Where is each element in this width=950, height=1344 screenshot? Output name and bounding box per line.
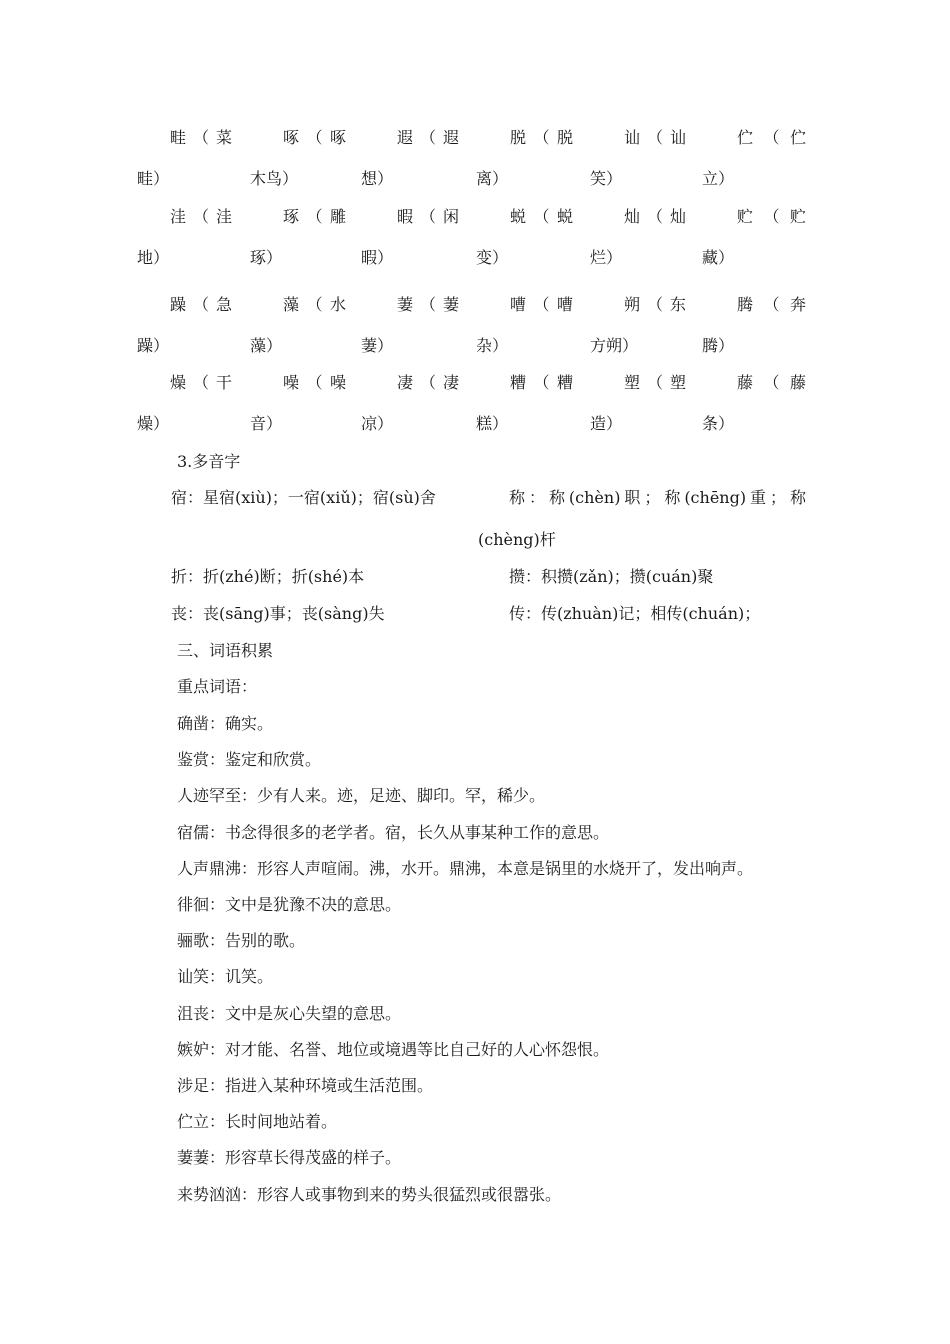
polyphone-heading: 3.多音字 xyxy=(177,452,241,471)
char-cell-line1: 啄（啄 xyxy=(283,128,346,147)
polyphone-cheng-line1: 称：称(chèn)职；称(chēng)重；称 xyxy=(509,488,806,507)
polyphone-zan: 攒：积攒(zǎn)；攒(cuán)聚 xyxy=(509,567,714,586)
vocab-entry: 人声鼎沸：形容人声喧闹。沸，水开。鼎沸，本意是锅里的水烧开了，发出响声。 xyxy=(177,859,754,878)
char-cell-line1: 躁（急 xyxy=(170,295,232,314)
char-cell-line2: 凉） xyxy=(361,414,394,433)
char-cell-line1: 琢（雕 xyxy=(283,207,346,226)
vocab-entry: 骊歌：告别的歌。 xyxy=(177,931,306,950)
char-cell-line1: 嘈（嘈 xyxy=(510,295,573,314)
vocab-entry: 讪笑：讥笑。 xyxy=(177,967,274,986)
char-cell-line1: 灿（灿 xyxy=(624,207,686,226)
char-cell-line1: 凄（凄 xyxy=(397,373,459,392)
polyphone-zhuan: 传：传(zhuàn)记；相传(chuán)； xyxy=(509,604,761,623)
char-cell-line1: 遐（遐 xyxy=(397,128,459,147)
vocab-entry: 确凿：确实。 xyxy=(177,714,274,733)
char-cell-line2: 条） xyxy=(702,414,735,433)
char-cell-line2: 烂） xyxy=(590,248,623,267)
vocab-entry: 嫉妒：对才能、名誉、地位或境遇等比自己好的人心怀怨恨。 xyxy=(177,1040,610,1059)
vocab-entry: 来势汹汹：形容人或事物到来的势头很猛烈或很嚣张。 xyxy=(177,1185,562,1204)
char-cell-line2: 造） xyxy=(590,414,623,433)
char-cell-line1: 脱（脱 xyxy=(510,128,573,147)
char-cell-line1: 贮（贮 xyxy=(737,207,806,226)
char-cell-line1: 噪（噪 xyxy=(283,373,346,392)
char-cell-line2: 畦） xyxy=(137,169,170,188)
vocab-heading: 三、词语积累 xyxy=(177,641,274,660)
char-cell-line2: 藻） xyxy=(250,336,283,355)
char-cell-line2: 地） xyxy=(137,248,170,267)
char-cell-line2: 燥） xyxy=(137,414,170,433)
char-cell-line2: 腾） xyxy=(702,336,735,355)
vocab-entry: 萋萋：形容草长得茂盛的样子。 xyxy=(177,1148,402,1167)
vocab-entry: 沮丧：文中是灰心失望的意思。 xyxy=(177,1004,402,1023)
char-cell-line2: 音） xyxy=(250,414,283,433)
char-cell-line2: 方朔） xyxy=(590,336,639,355)
polyphone-su: 宿：星宿(xiù)；一宿(xiǔ)；宿(sù)舍 xyxy=(171,488,436,507)
char-cell-line1: 塑（塑 xyxy=(624,373,686,392)
char-cell-line1: 伫（伫 xyxy=(737,128,806,147)
char-cell-line2: 变） xyxy=(476,248,509,267)
vocab-entry: 鉴赏：鉴定和欣赏。 xyxy=(177,750,322,769)
char-cell-line2: 萋） xyxy=(361,336,394,355)
char-cell-line1: 萋（萋 xyxy=(397,295,459,314)
char-cell-line2: 琢） xyxy=(250,248,283,267)
vocab-entry: 宿儒：书念得很多的老学者。宿，长久从事某种工作的意思。 xyxy=(177,823,610,842)
char-cell-line2: 躁） xyxy=(137,336,170,355)
char-cell-line1: 糟（糟 xyxy=(510,373,573,392)
char-cell-line2: 木鸟） xyxy=(250,169,299,188)
char-cell-line2: 离） xyxy=(476,169,509,188)
char-cell-line1: 讪（讪 xyxy=(624,128,686,147)
vocab-subheading: 重点词语： xyxy=(177,677,258,696)
char-cell-line2: 藏） xyxy=(702,248,735,267)
vocab-entry: 伫立：长时间地站着。 xyxy=(177,1112,338,1131)
char-cell-line1: 畦（菜 xyxy=(170,128,232,147)
polyphone-sang: 丧：丧(sāng)事；丧(sàng)失 xyxy=(171,604,385,623)
vocab-entry: 涉足：指进入某种环境或生活范围。 xyxy=(177,1076,434,1095)
char-cell-line2: 糕） xyxy=(476,414,509,433)
char-cell-line2: 立） xyxy=(702,169,735,188)
char-cell-line1: 燥（干 xyxy=(170,373,232,392)
polyphone-cheng-line2: (chèng)杆 xyxy=(478,530,556,549)
char-cell-line1: 暇（闲 xyxy=(397,207,459,226)
char-cell-line1: 朔（东 xyxy=(624,295,686,314)
char-cell-line1: 洼（洼 xyxy=(170,207,232,226)
char-cell-line2: 暇） xyxy=(361,248,394,267)
char-cell-line2: 笑） xyxy=(590,169,623,188)
char-cell-line1: 藻（水 xyxy=(283,295,346,314)
char-cell-line1: 腾（奔 xyxy=(737,295,806,314)
char-cell-line1: 蜕（蜕 xyxy=(510,207,573,226)
char-cell-line2: 想） xyxy=(361,169,394,188)
vocab-entry: 徘徊：文中是犹豫不决的意思。 xyxy=(177,895,402,914)
polyphone-zhe: 折：折(zhé)断；折(shé)本 xyxy=(171,567,365,586)
vocab-entry: 人迹罕至：少有人来。迹，足迹、脚印。罕，稀少。 xyxy=(177,786,546,805)
char-cell-line2: 杂） xyxy=(476,336,509,355)
char-cell-line1: 藤（藤 xyxy=(737,373,806,392)
